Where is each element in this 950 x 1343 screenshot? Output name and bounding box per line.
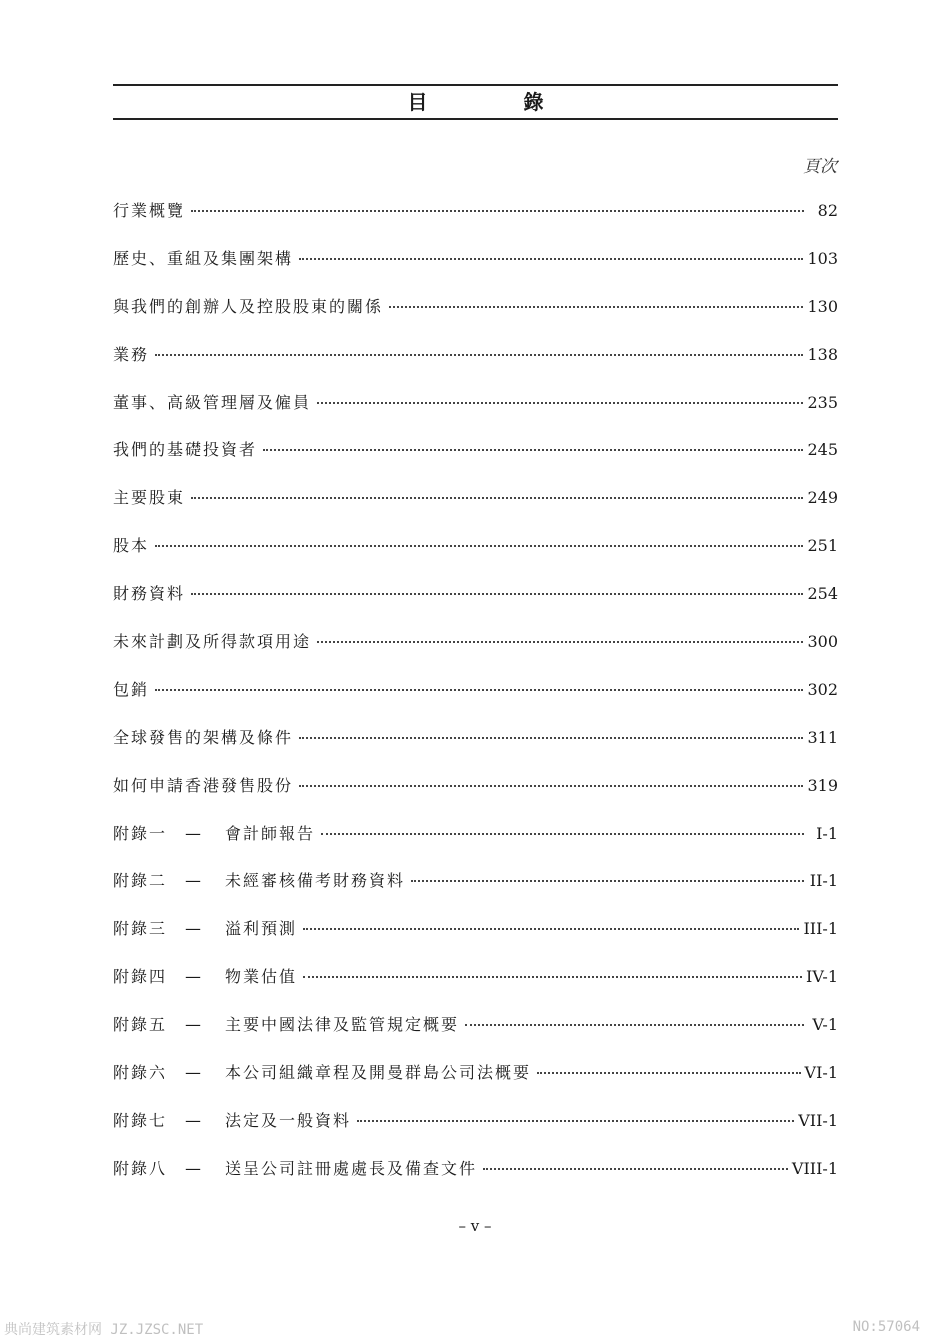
- toc-entry-dash: —: [185, 1015, 201, 1035]
- title-top-rule: [113, 84, 838, 86]
- toc-entry[interactable]: [113, 1058, 838, 1106]
- toc-entry-page: 245: [807, 440, 838, 460]
- toc-entry-label: 股本: [113, 536, 150, 556]
- toc-entry-label: 我們的基礎投資者: [113, 440, 258, 460]
- toc-entry-appendix-number: 附錄二: [113, 871, 168, 891]
- toc-entry-dot-leader: [299, 736, 803, 739]
- toc-entry-dot-leader: [191, 592, 803, 595]
- toc-entry-dot-leader: [317, 640, 803, 643]
- toc-entry-page: 319: [807, 775, 838, 795]
- toc-entry-dot-leader: [299, 784, 803, 787]
- page-title: 目 錄: [407, 90, 582, 114]
- toc-entry-page: VII-1: [798, 1110, 838, 1130]
- toc-entry-label: 送呈公司註冊處處長及備查文件: [225, 1158, 478, 1178]
- toc-entry-appendix-number: 附錄七: [113, 1110, 168, 1130]
- toc-entry-dot-leader: [303, 975, 802, 978]
- toc-entry-dot-leader: [411, 879, 804, 882]
- toc-entry-dot-leader: [537, 1071, 801, 1074]
- toc-entry[interactable]: [113, 483, 838, 531]
- toc-entry-appendix-number: 附錄四: [113, 967, 168, 987]
- toc-entry[interactable]: [113, 579, 838, 627]
- toc-entry-dash: —: [185, 871, 201, 891]
- toc-entry-label: 包銷: [113, 679, 150, 699]
- toc-entry-page: 103: [807, 248, 838, 268]
- toc-entry-page: IV-1: [806, 967, 838, 987]
- toc-entry-page: 254: [807, 584, 838, 604]
- toc-entry-label: 未來計劃及所得款項用途: [113, 632, 312, 652]
- toc-entry-dot-leader: [303, 927, 799, 930]
- toc-entry-page: VIII-1: [791, 1158, 838, 1178]
- toc-entry[interactable]: [113, 962, 838, 1010]
- toc-entry-label: 本公司組織章程及開曼群島公司法概要: [225, 1063, 532, 1083]
- toc-entry-label: 財務資料: [113, 584, 186, 604]
- toc-entry-label: 歷史、重組及集團架構: [113, 248, 294, 268]
- toc-entry-dot-leader: [465, 1023, 804, 1026]
- toc-entry-page: VI-1: [804, 1063, 838, 1083]
- toc-entry-page: 311: [807, 727, 838, 747]
- toc-entry-page: 130: [807, 296, 838, 316]
- toc-entry-label: 行業概覽: [113, 201, 186, 220]
- toc-entry-label: 與我們的創辦人及控股股東的關係: [113, 296, 384, 316]
- toc-entry[interactable]: [113, 1106, 838, 1154]
- toc-entry-dot-leader: [299, 257, 803, 260]
- toc-entry-dot-leader: [155, 544, 803, 547]
- toc-entry[interactable]: [113, 340, 838, 388]
- toc-entry[interactable]: [113, 196, 838, 244]
- toc-entry-dash: —: [185, 823, 201, 843]
- toc-entry-dot-leader: [155, 688, 803, 691]
- toc-entry-page: 249: [807, 488, 838, 508]
- toc-entry-dot-leader: [191, 209, 804, 212]
- toc-entry[interactable]: [113, 388, 838, 436]
- toc-entry-dot-leader: [321, 832, 804, 835]
- table-of-contents: [113, 196, 838, 1202]
- toc-entry-appendix-number: 附錄八: [113, 1158, 168, 1178]
- watermark-left: 典尚建筑素材网 JZ.JZSC.NET: [4, 1322, 204, 1338]
- toc-entry-dash: —: [185, 1158, 201, 1178]
- toc-entry-appendix-number: 附錄五: [113, 1015, 168, 1035]
- toc-entry[interactable]: [113, 292, 838, 340]
- toc-entry-dash: —: [185, 1110, 201, 1130]
- toc-entry-label: 主要中國法律及監管規定概要: [225, 1015, 460, 1035]
- toc-entry-dash: —: [185, 1063, 201, 1083]
- toc-entry-page: 235: [807, 392, 838, 412]
- toc-entry-appendix-number: 附錄六: [113, 1063, 168, 1083]
- toc-entry-dot-leader: [389, 305, 803, 308]
- toc-entry-dot-leader: [191, 496, 803, 499]
- toc-entry-page: 300: [807, 632, 838, 652]
- page-column-label: 頁次: [803, 157, 837, 177]
- toc-entry[interactable]: [113, 435, 838, 483]
- toc-entry[interactable]: [113, 627, 838, 675]
- toc-entry-page: 138: [807, 344, 838, 364]
- toc-entry-dash: —: [185, 967, 201, 987]
- toc-entry-page: 251: [807, 536, 838, 556]
- toc-entry-page: II-1: [809, 871, 838, 891]
- toc-entry[interactable]: [113, 819, 838, 867]
- toc-entry[interactable]: [113, 914, 838, 962]
- page-number: – v –: [458, 1217, 492, 1235]
- toc-entry-dot-leader: [263, 448, 803, 451]
- toc-entry-page: III-1: [803, 919, 838, 939]
- toc-entry-page: V-1: [812, 1015, 838, 1035]
- toc-entry-dot-leader: [483, 1167, 788, 1170]
- toc-entry-label: 會計師報告: [225, 823, 316, 843]
- toc-entry-label: 董事、高級管理層及僱員: [113, 392, 312, 412]
- toc-entry-label: 溢利預測: [225, 919, 298, 939]
- toc-entry[interactable]: [113, 723, 838, 771]
- toc-entry[interactable]: [113, 1154, 838, 1202]
- toc-entry-dot-leader: [317, 401, 803, 404]
- title-bottom-rule: [113, 118, 838, 120]
- toc-entry-appendix-number: 附錄三: [113, 919, 168, 939]
- toc-entry[interactable]: [113, 244, 838, 292]
- toc-entry[interactable]: [113, 531, 838, 579]
- toc-entry-page: 302: [807, 679, 838, 699]
- toc-entry-dot-leader: [155, 353, 803, 356]
- toc-entry-dash: —: [185, 919, 201, 939]
- toc-entry[interactable]: [113, 1010, 838, 1058]
- toc-entry-dot-leader: [357, 1119, 794, 1122]
- toc-entry-label: 物業估值: [225, 967, 298, 987]
- toc-entry-page: 82: [817, 201, 838, 220]
- toc-entry-label: 業務: [113, 344, 150, 364]
- toc-entry-label: 未經審核備考財務資料: [225, 871, 406, 891]
- watermark-right: NO:57064: [852, 1319, 920, 1335]
- toc-entry-appendix-number: 附錄一: [113, 823, 168, 843]
- toc-entry[interactable]: [113, 866, 838, 914]
- toc-entry-page: I-1: [816, 823, 838, 843]
- toc-entry[interactable]: [113, 675, 838, 723]
- toc-entry-label: 主要股東: [113, 488, 186, 508]
- toc-entry-label: 全球發售的架構及條件: [113, 727, 294, 747]
- toc-entry-label: 如何申請香港發售股份: [113, 775, 294, 795]
- toc-entry-label: 法定及一般資料: [225, 1110, 352, 1130]
- toc-entry[interactable]: [113, 771, 838, 819]
